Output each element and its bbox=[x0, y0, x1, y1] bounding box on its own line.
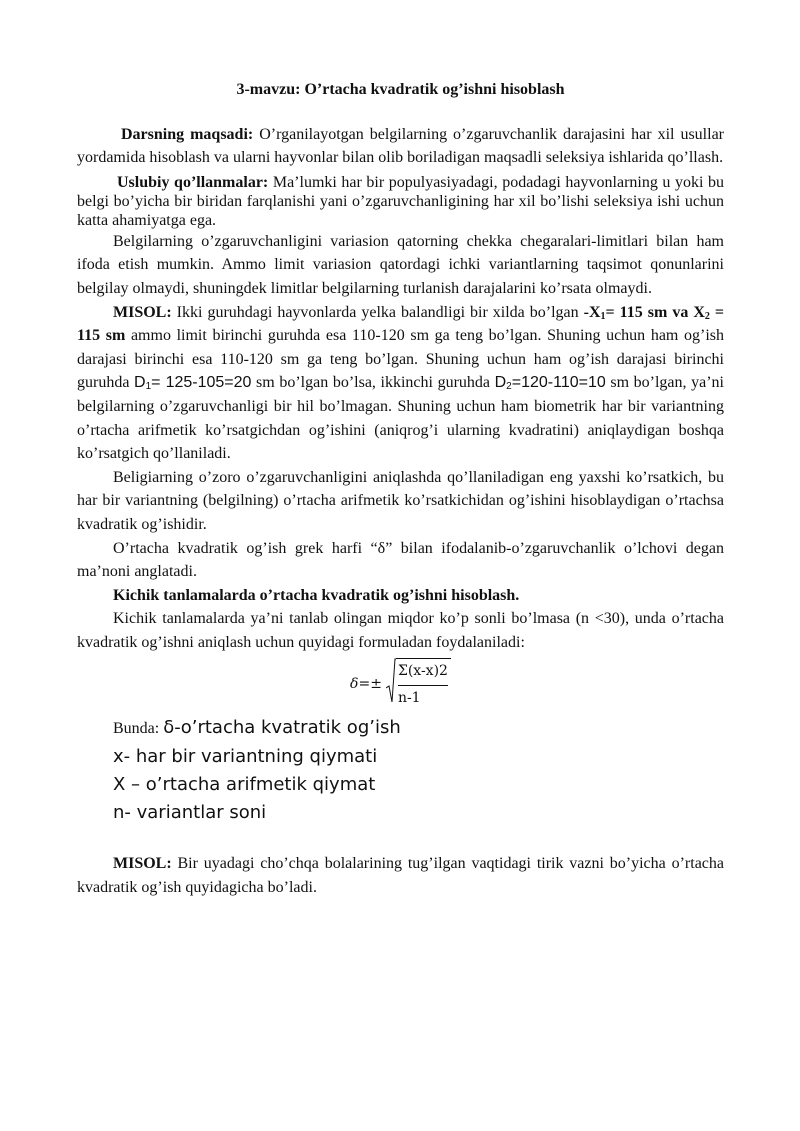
definition-x: x- har bir variantning qiymati bbox=[113, 746, 378, 768]
x2-value: = 115 sm bbox=[77, 303, 725, 345]
d2-value: =120-110=10 bbox=[511, 374, 606, 392]
x1-subscript: 1 bbox=[600, 310, 606, 322]
subheading-text: Kichik tanlamalarda o’rtacha kvadratik og’ishni hisoblash. bbox=[113, 586, 520, 604]
d1-subscript: 1 bbox=[145, 381, 152, 393]
methods-text: Ma’lumki har bir populyasiyadagi, podadagi hayvonlarning u yoki bu belgi bo’yicha bir biridan farqlanishi yani o’zgaruvchanligining har xil bo’lishi seleksiya ishi uchun katta ahamiyatga ega. bbox=[77, 173, 725, 229]
example1-text-2: ammo limit birinchi guruhda esa 110-120 sm ga teng bo’lgan. Shuning uchun ham og’ish darajasi birinchi esa 110-120 sm ga teng bo’lgan. Shuning uchun ham og’ish darajasi birinchi guruhda bbox=[77, 327, 725, 392]
x1-symbol: -X bbox=[583, 303, 601, 321]
definition-delta bbox=[113, 714, 724, 743]
definitions-list bbox=[77, 714, 724, 827]
subheading bbox=[77, 584, 724, 608]
best-indicator-paragraph: Beligiarning o’zoro o’zgaruvchanligini aniqlashda qo’llaniladigan eng yaxshi ko’rsatkich, bu har bir variantning (belgilning) o’rtacha arifmetik ko’rsatkichidan og’ishini hisoblaydigan o’rtachsa kvadratik og’ishidir. bbox=[77, 468, 724, 533]
goal-label: Darsning maqsadi: bbox=[121, 125, 254, 143]
std-deviation-formula bbox=[77, 660, 724, 708]
example1-paragraph bbox=[77, 301, 724, 466]
example2-paragraph bbox=[77, 852, 724, 899]
d2-symbol: D bbox=[494, 374, 507, 392]
example1-text-3: sm bo’lgan bo’lsa, ikkinchi guruhda bbox=[251, 374, 495, 392]
example2-label: MISOL: bbox=[113, 855, 172, 873]
limits-paragraph: Belgilarning o’zgaruvchanligini variasion qatorning chekka chegaralari-limitlari bilan ham ifoda etish mumkin. Ammo limit variasion qatordagi ichki variantlarning taqsimot qonunlarini belgilay olmaydi, shuningdek limitlar belgilarning turlanish darajalarini ko’rsata olmaydi. bbox=[77, 232, 724, 297]
small-samples-paragraph: Kichik tanlamalarda ya’ni tanlab olingan miqdor ko’p sonli bo’lmasa (n <30), unda o’rtacha kvadratik og’ishni aniqlash uchun quyidagi formuladan foydalaniladi: bbox=[77, 610, 724, 651]
square-root bbox=[386, 658, 451, 710]
formula-numerator: Σ(x-x)2 bbox=[398, 660, 448, 686]
lesson-goal-paragraph bbox=[77, 123, 724, 170]
formula-denominator: n-1 bbox=[397, 689, 421, 706]
d2-subscript: 2 bbox=[506, 381, 512, 393]
d2-formula bbox=[495, 374, 606, 391]
d1-value: = 125-105=20 bbox=[151, 374, 252, 392]
methods-paragraph bbox=[77, 173, 724, 230]
formula-lhs: δ=± bbox=[350, 675, 382, 692]
definition-mean: X – o’rtacha arifmetik qiymat bbox=[113, 774, 376, 796]
example1-text-1: Ikki guruhdagi hayvonlarda yelka balandligi bir xilda bo’lgan bbox=[171, 303, 584, 321]
example1-label: MISOL: bbox=[113, 303, 172, 321]
methods-label: Uslubiy qo’llanmalar: bbox=[117, 173, 269, 191]
formula-fraction bbox=[396, 658, 451, 710]
definition-n: n- variantlar soni bbox=[113, 802, 267, 824]
example2-text: Bir uyadagi cho’chqa bolalarining tug’ilgan vaqtidagi tirik vazni bo’yicha o’rtacha kvadratik og’ish quyidagicha bo’ladi. bbox=[77, 855, 724, 897]
bunda-label: Bunda: bbox=[113, 720, 164, 738]
page-title: 3-mavzu: O’rtacha kvadratik og’ishni hisoblash bbox=[236, 81, 565, 98]
d1-symbol: D bbox=[134, 374, 146, 392]
delta-definition: δ-o’rtacha kvatratik og’ish bbox=[163, 717, 401, 739]
delta-paragraph: O’rtacha kvadratik og’ish grek harfi “δ” bilan ifodalanib-o’zgaruvchanlik o’lchovi degan ma’noni anglatadi. bbox=[77, 539, 724, 581]
d1-formula bbox=[134, 374, 251, 391]
x2-subscript: 2 bbox=[704, 310, 710, 322]
goal-text: O’rganilayotgan belgilarning o’zgaruvchanlik darajasini har xil usullar yordamida hisoblash va ularni hayvonlar bilan olib boriladigan maqsadli seleksiya ishlarida qo’llash. bbox=[77, 125, 725, 167]
x1-value: = 115 sm va X bbox=[605, 303, 705, 321]
example1-text-4: sm bo’lgan, ya’ni belgilarning o’zgaruvchanligi bir hil bo’lmagan. Shuning uchun ham biometrik har bir variantning o’rtacha arifmetik ko’rsatgichdan og’ishini (aniqrog’i ularning kvadratini) aniqlaydigan boshqa ko’rsatgich qo’llaniladi. bbox=[77, 374, 724, 463]
radical-sign-icon bbox=[386, 658, 396, 704]
